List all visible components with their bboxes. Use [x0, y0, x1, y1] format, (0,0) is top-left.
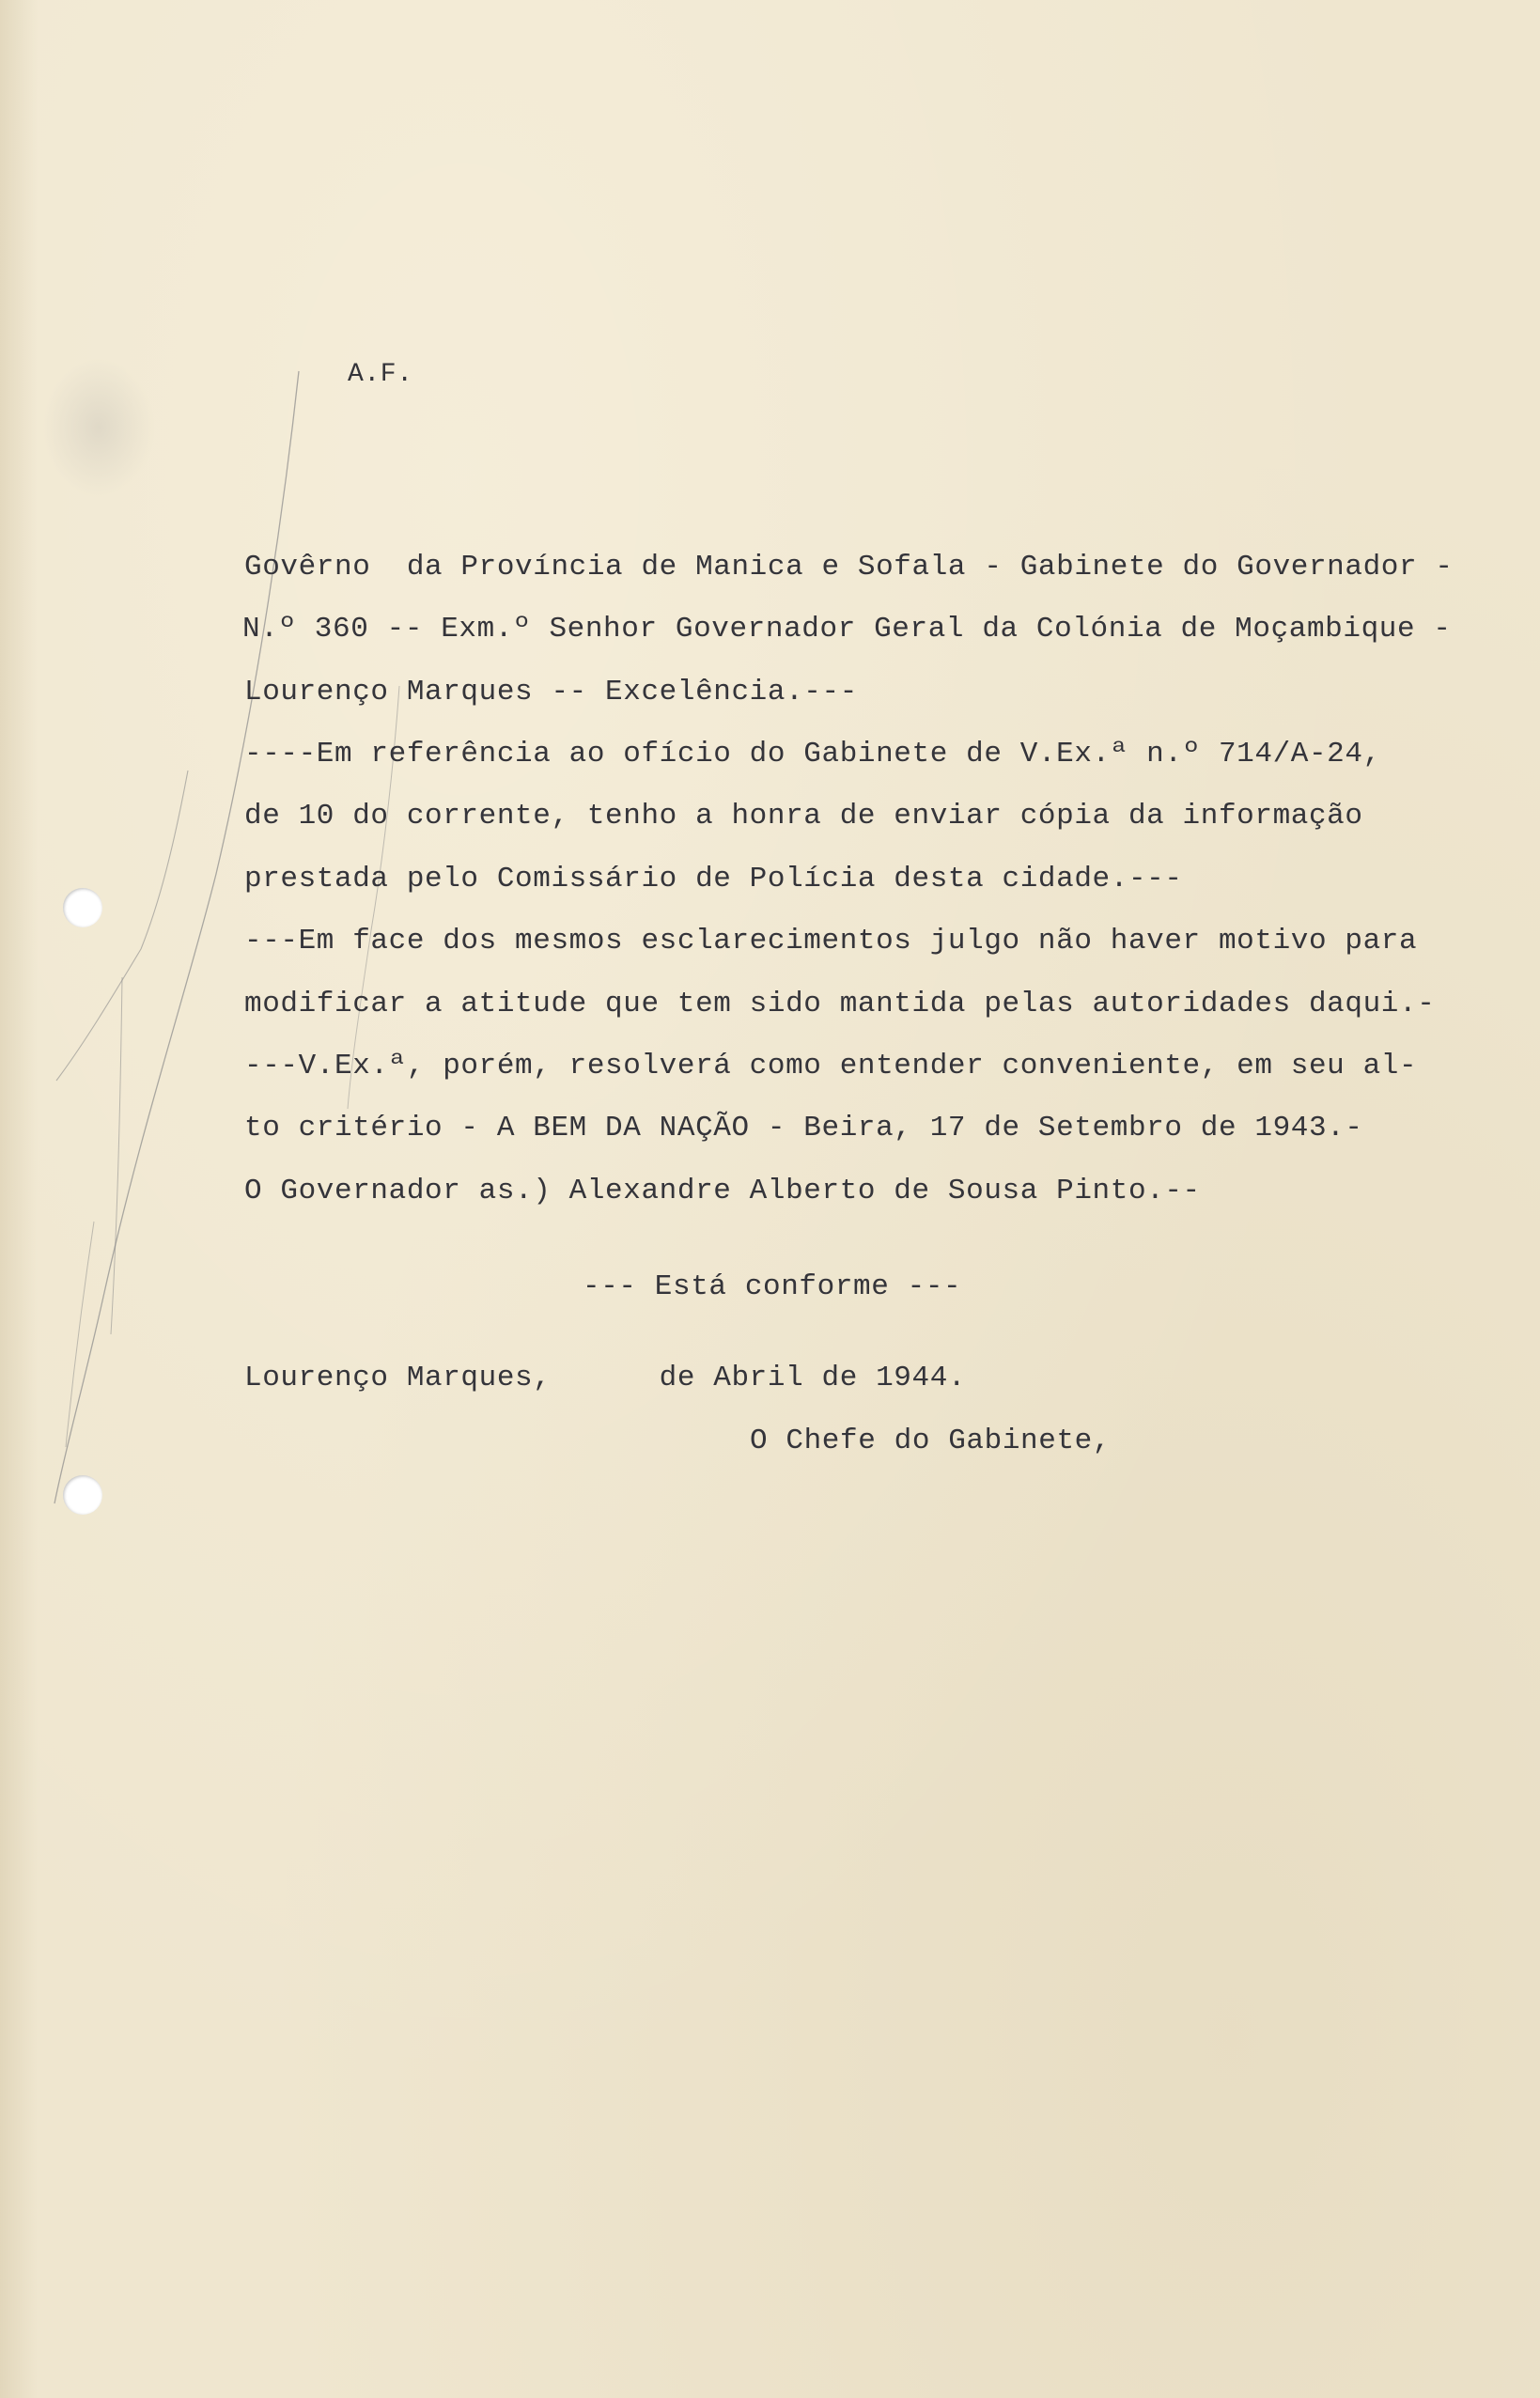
place-and-date: Lourenço Marques, de Abril de 1944. [244, 1362, 967, 1394]
body-line: ---V.Ex.ª, porém, resolverá como entender conveniente, em seu al- [244, 1050, 1418, 1082]
pencil-stroke [56, 949, 141, 1081]
body-line: Lourenço Marques -- Excelência.--- [244, 676, 858, 708]
pencil-stroke [66, 1222, 94, 1447]
body-line: de 10 do corrente, tenho a honra de enviar cópia da informação [244, 800, 1363, 833]
document-initials: A.F. [348, 360, 413, 389]
conformity-statement: --- Está conforme --- [583, 1270, 962, 1303]
body-line: ---Em face dos mesmos esclarecimentos julgo não haver motivo para [244, 925, 1418, 958]
body-line: O Governador as.) Alexandre Alberto de Sousa Pinto.-- [244, 1175, 1201, 1207]
body-line: prestada pelo Comissário de Polícia desta cidade.--- [244, 863, 1183, 895]
body-line: N.º 360 -- Exm.º Senhor Governador Geral da Colónia de Moçambique - [242, 613, 1452, 646]
punch-hole [63, 888, 102, 927]
body-line: ----Em referência ao ofício do Gabinete de V.Ex.ª n.º 714/A-24, [244, 738, 1381, 771]
punch-hole [63, 1475, 102, 1515]
body-line: Govêrno da Província de Manica e Sofala - Gabinete do Governador - [244, 551, 1454, 584]
signature-block: O Chefe do Gabinete, [750, 1425, 1112, 1457]
pencil-stroke [141, 771, 188, 949]
body-line: to critério - A BEM DA NAÇÃO - Beira, 17 de Setembro de 1943.- [244, 1112, 1363, 1144]
body-line: modificar a atitude que tem sido mantida pelas autoridades daqui.- [244, 988, 1436, 1020]
pencil-stroke [111, 977, 122, 1334]
